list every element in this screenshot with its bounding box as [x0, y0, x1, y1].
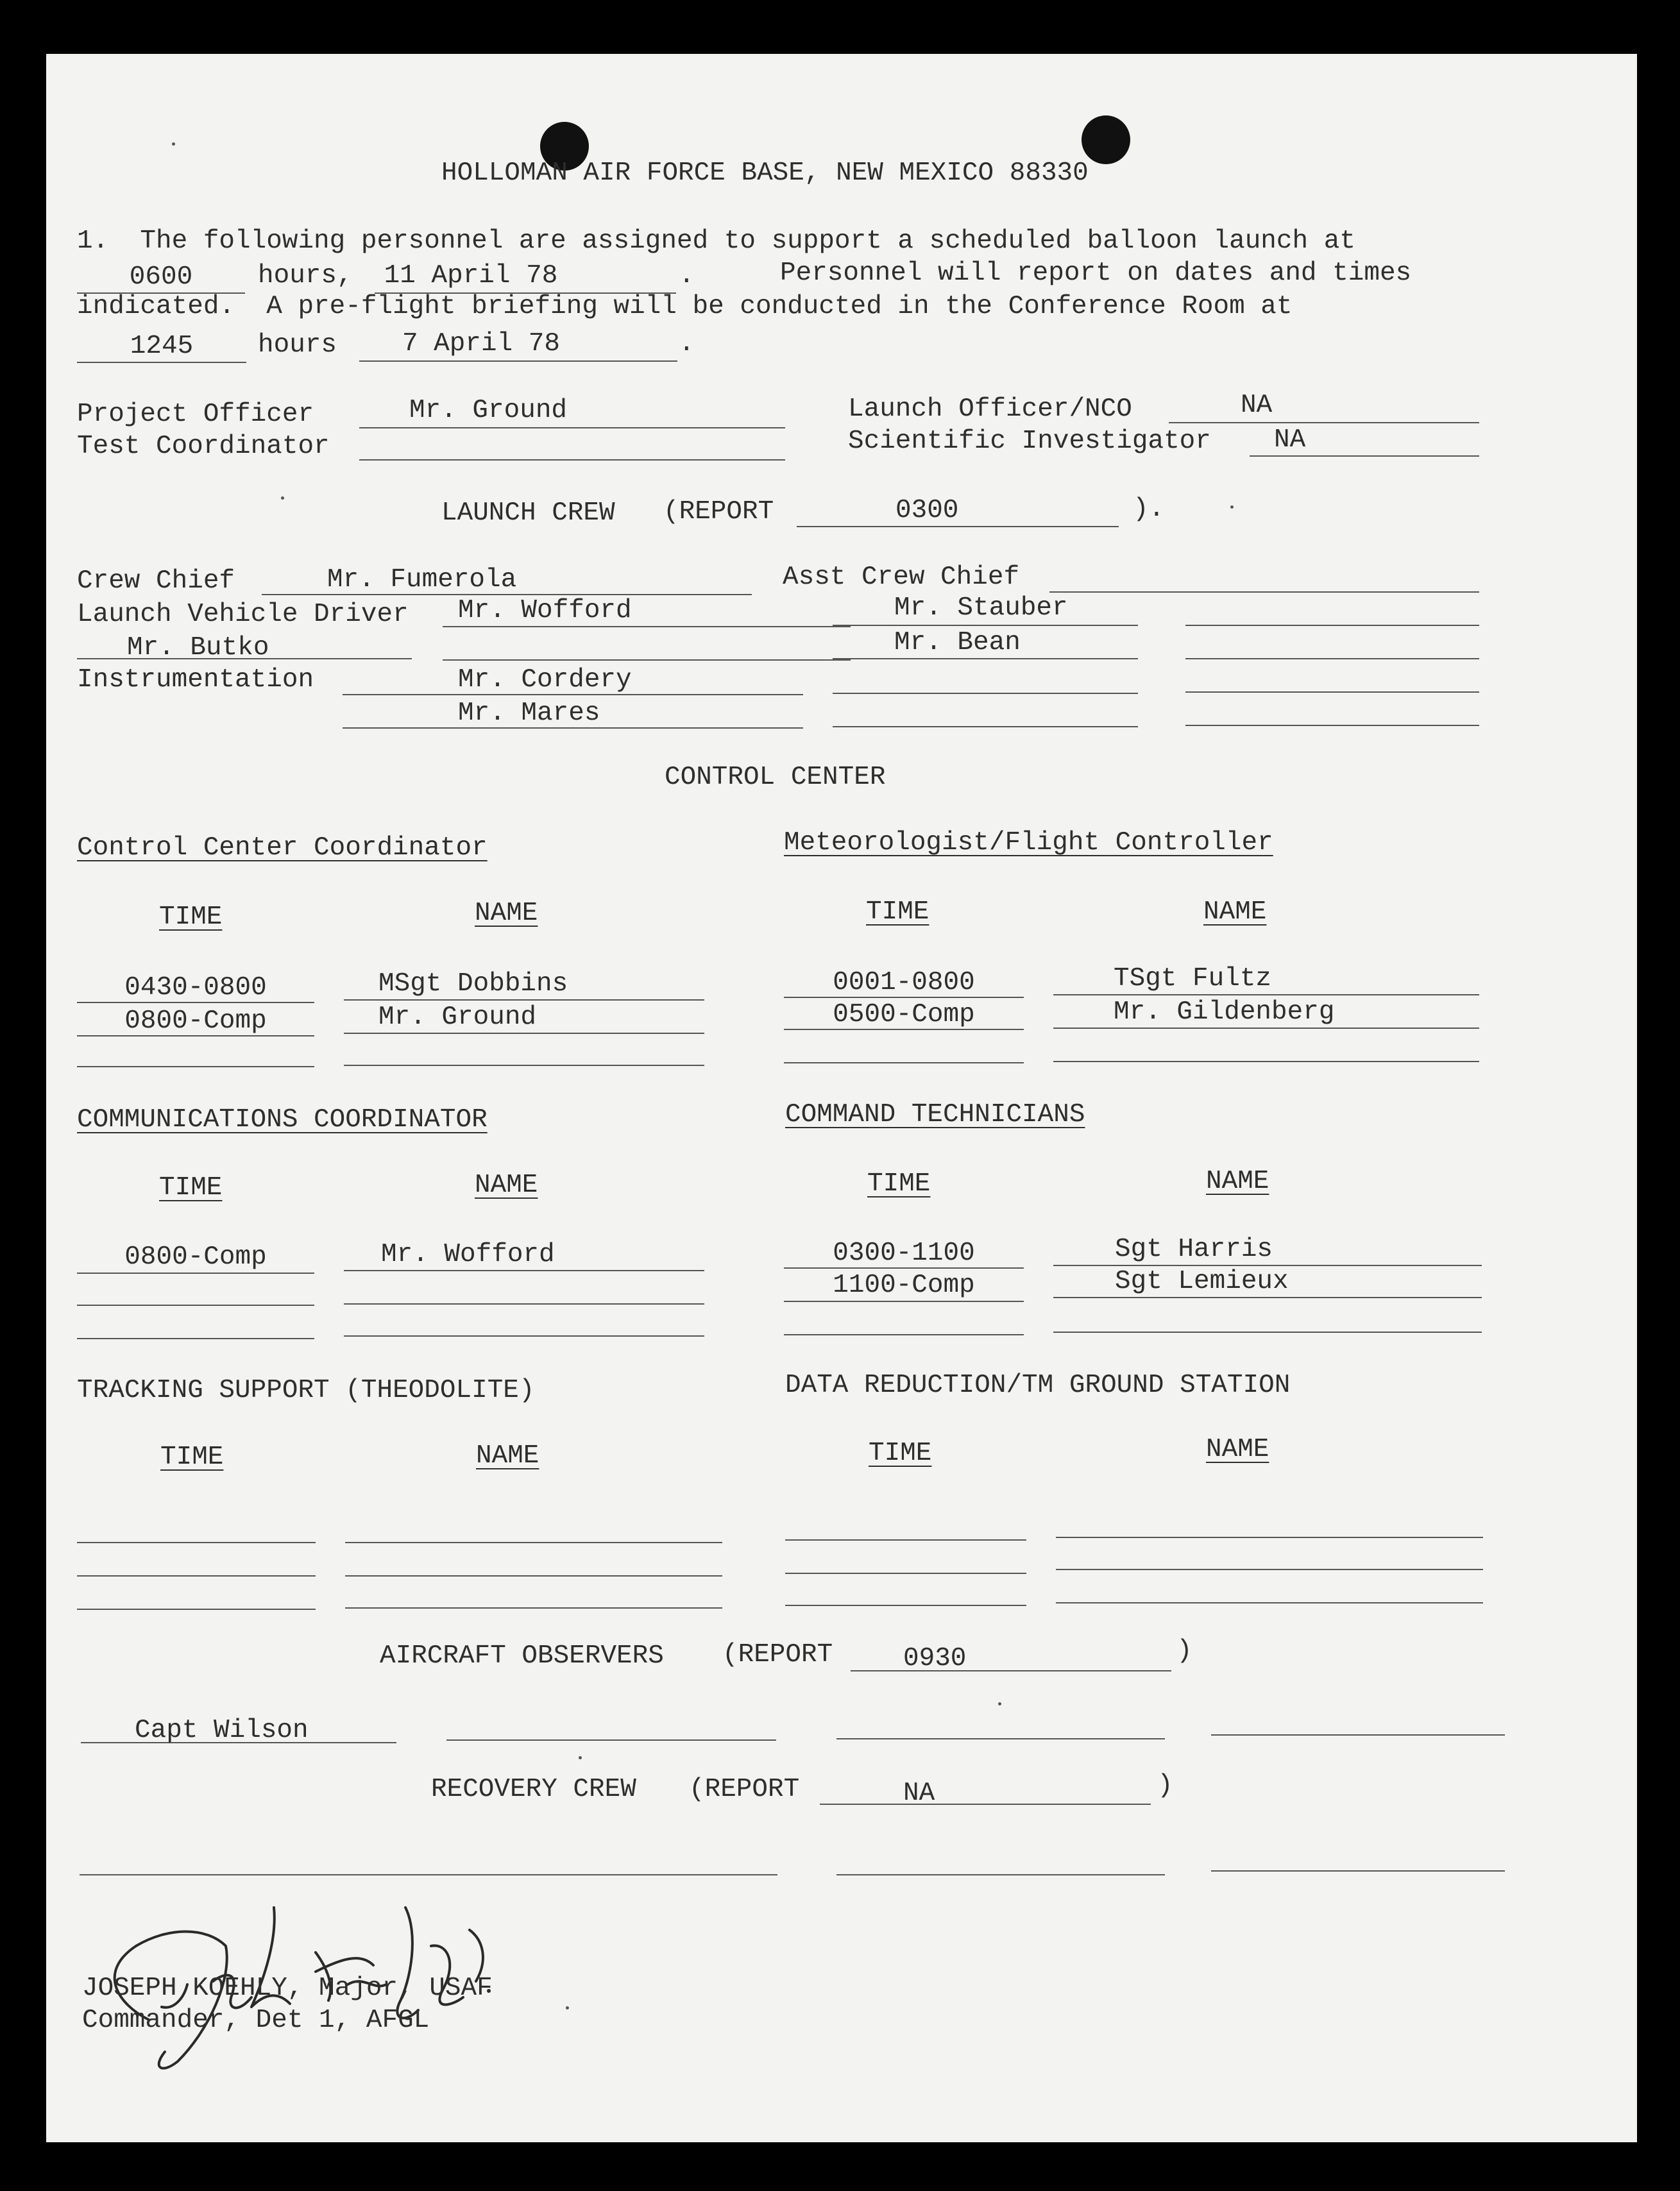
- instrumentation-cordery: Mr. Cordery: [458, 665, 632, 695]
- asst-crew-chief-label: Asst Crew Chief: [783, 563, 1020, 592]
- data-name-header: NAME: [1206, 1435, 1269, 1464]
- aircraft-observers-title: AIRCRAFT OBSERVERS: [380, 1641, 664, 1671]
- crew-chief-value: Mr. Fumerola: [327, 565, 517, 595]
- communications-coordinator-label: COMMUNICATIONS COORDINATOR: [77, 1105, 488, 1135]
- para-line-1: 1. The following personnel are assigned to support a scheduled balloon launch at: [77, 226, 1355, 256]
- handwritten-signature: [72, 1850, 534, 2087]
- crew-member-butko: Mr. Butko: [127, 633, 269, 663]
- launch-time: 0600: [129, 262, 193, 292]
- launch-date: 11 April 78: [384, 261, 558, 291]
- meteorologist-label: Meteorologist/Flight Controller: [784, 828, 1273, 858]
- ccc-row-1-name: MSgt Dobbins: [378, 969, 568, 999]
- met-time-header: TIME: [866, 897, 929, 927]
- briefing-time: 1245: [130, 332, 194, 361]
- met-row-1-name: TSgt Fultz: [1114, 964, 1272, 994]
- met-row-2-name: Mr. Gildenberg: [1114, 997, 1335, 1027]
- launch-officer-label: Launch Officer/NCO: [848, 394, 1132, 424]
- tracking-time-header: TIME: [160, 1442, 224, 1472]
- recovery-report-time: NA: [903, 1779, 935, 1808]
- tracking-name-header: NAME: [476, 1441, 539, 1471]
- cmd-name-header: NAME: [1206, 1167, 1269, 1196]
- hours-label-2: hours: [258, 330, 337, 360]
- ccc-time-header: TIME: [159, 902, 223, 932]
- comm-row-1-time: 0800-Comp: [124, 1242, 267, 1272]
- cmd-row-2-name: Sgt Lemieux: [1115, 1267, 1289, 1296]
- ccc-row-2-name: Mr. Ground: [378, 1002, 537, 1032]
- comm-name-header: NAME: [475, 1171, 538, 1200]
- control-center-title: CONTROL CENTER: [665, 763, 886, 792]
- aircraft-report-time: 0930: [903, 1644, 967, 1673]
- recovery-crew-title: RECOVERY CREW: [431, 1775, 636, 1804]
- launch-crew-report-time: 0300: [895, 496, 959, 525]
- met-row-1-time: 0001-0800: [833, 968, 975, 997]
- para-line-2: Personnel will report on dates and times: [780, 258, 1412, 288]
- command-technicians-label: COMMAND TECHNICIANS: [785, 1100, 1085, 1129]
- project-officer-label: Project Officer: [77, 400, 314, 429]
- launch-vehicle-driver-value: Mr. Wofford: [458, 596, 632, 625]
- ccc-row-2-time: 0800-Comp: [124, 1006, 267, 1036]
- met-name-header: NAME: [1203, 897, 1267, 927]
- header-title: HOLLOMAN AIR FORCE BASE, NEW MEXICO 88330: [441, 158, 1089, 188]
- comm-row-1-name: Mr. Wofford: [381, 1240, 555, 1269]
- aircraft-observer-name: Capt Wilson: [135, 1716, 309, 1745]
- met-row-2-time: 0500-Comp: [833, 1000, 975, 1029]
- comm-time-header: TIME: [159, 1173, 223, 1203]
- data-time-header: TIME: [869, 1439, 932, 1468]
- document-page: HOLLOMAN AIR FORCE BASE, NEW MEXICO 88330 1. The following personnel are assigned to support a scheduled balloon launch at 0600 hours, 11 April 78 . Personnel will report on dates and times indicated. A pre-flight briefing will be conducted in the Conference Room at 1245 hours 7 April 78 . Project Officer Mr. Ground Test Coordinator Launch Officer/NCO NA Scientific Investigator NA LAUNCH CREW (REPORT 0300 ). Crew Chief Mr. Fumerola Asst Crew Chief Launch Vehicle Driver Mr. Wofford Mr. Stauber Mr. Butko Mr. Bean Instrumentation Mr. Cordery Mr. Mares CONTROL CENTER Control Center Coordinator Meteorologist/Flight Controller TIME NAME TIME NAME 0430-0800 MSgt Dobbins 0800-Comp Mr. Ground 0001-0800 TSgt Fultz 0500-Comp Mr. Gildenberg COMMUNICATIONS COORDINATOR COMMAND TECHNICIANS TIME NAME TIME NAME 0800-Comp Mr. Wofford 0300-1100 Sgt Harris 1100-Comp Sgt Lemieux TRACKING SUPPORT (THEODOLITE) DATA REDUCTION/TM GROUND STATION TIME NAME TIME NAME AIRCRAFT OBSERVERS (REPORT 0930 ) Capt Wilson RECOVERY CREW (REPORT NA ) JOSEPH KOEHLY, Major, USAF Commander, Det 1, AFGL: [46, 54, 1637, 2142]
- cmd-row-1-name: Sgt Harris: [1115, 1235, 1273, 1264]
- punch-hole-right: [1082, 115, 1130, 164]
- recovery-report-label: (REPORT: [689, 1775, 800, 1804]
- crew-chief-label: Crew Chief: [77, 566, 235, 596]
- launch-vehicle-driver-label: Launch Vehicle Driver: [77, 600, 409, 629]
- project-officer-value: Mr. Ground: [409, 396, 568, 425]
- ccc-row-1-time: 0430-0800: [124, 973, 267, 1002]
- instrumentation-mares: Mr. Mares: [458, 698, 600, 728]
- crew-member-stauber: Mr. Stauber: [894, 593, 1068, 623]
- scientific-investigator-label: Scientific Investigator: [848, 427, 1211, 456]
- scientific-investigator-value: NA: [1274, 425, 1306, 455]
- launch-crew-title: LAUNCH CREW: [441, 498, 615, 528]
- launch-crew-report-label: (REPORT: [663, 497, 774, 527]
- para-line-3: indicated. A pre-flight briefing will be conducted in the Conference Room at: [77, 292, 1293, 321]
- cmd-row-2-time: 1100-Comp: [833, 1271, 975, 1300]
- data-reduction-label: DATA REDUCTION/TM GROUND STATION: [785, 1371, 1291, 1400]
- instrumentation-label: Instrumentation: [77, 665, 314, 695]
- tracking-support-label: TRACKING SUPPORT (THEODOLITE): [77, 1376, 535, 1405]
- crew-member-bean: Mr. Bean: [894, 628, 1021, 657]
- test-coordinator-label: Test Coordinator: [77, 432, 330, 461]
- briefing-date: 7 April 78: [402, 329, 561, 359]
- cmd-time-header: TIME: [867, 1169, 931, 1199]
- ccc-name-header: NAME: [475, 899, 538, 928]
- control-center-coordinator-label: Control Center Coordinator: [77, 833, 488, 863]
- cmd-row-1-time: 0300-1100: [833, 1239, 975, 1268]
- launch-officer-value: NA: [1241, 391, 1273, 420]
- signatory-name: JOSEPH KOEHLY, Major, USAF: [82, 1974, 493, 2003]
- signatory-title: Commander, Det 1, AFGL: [82, 2006, 430, 2035]
- hours-label: hours,: [258, 261, 353, 291]
- aircraft-report-label: (REPORT: [722, 1640, 833, 1670]
